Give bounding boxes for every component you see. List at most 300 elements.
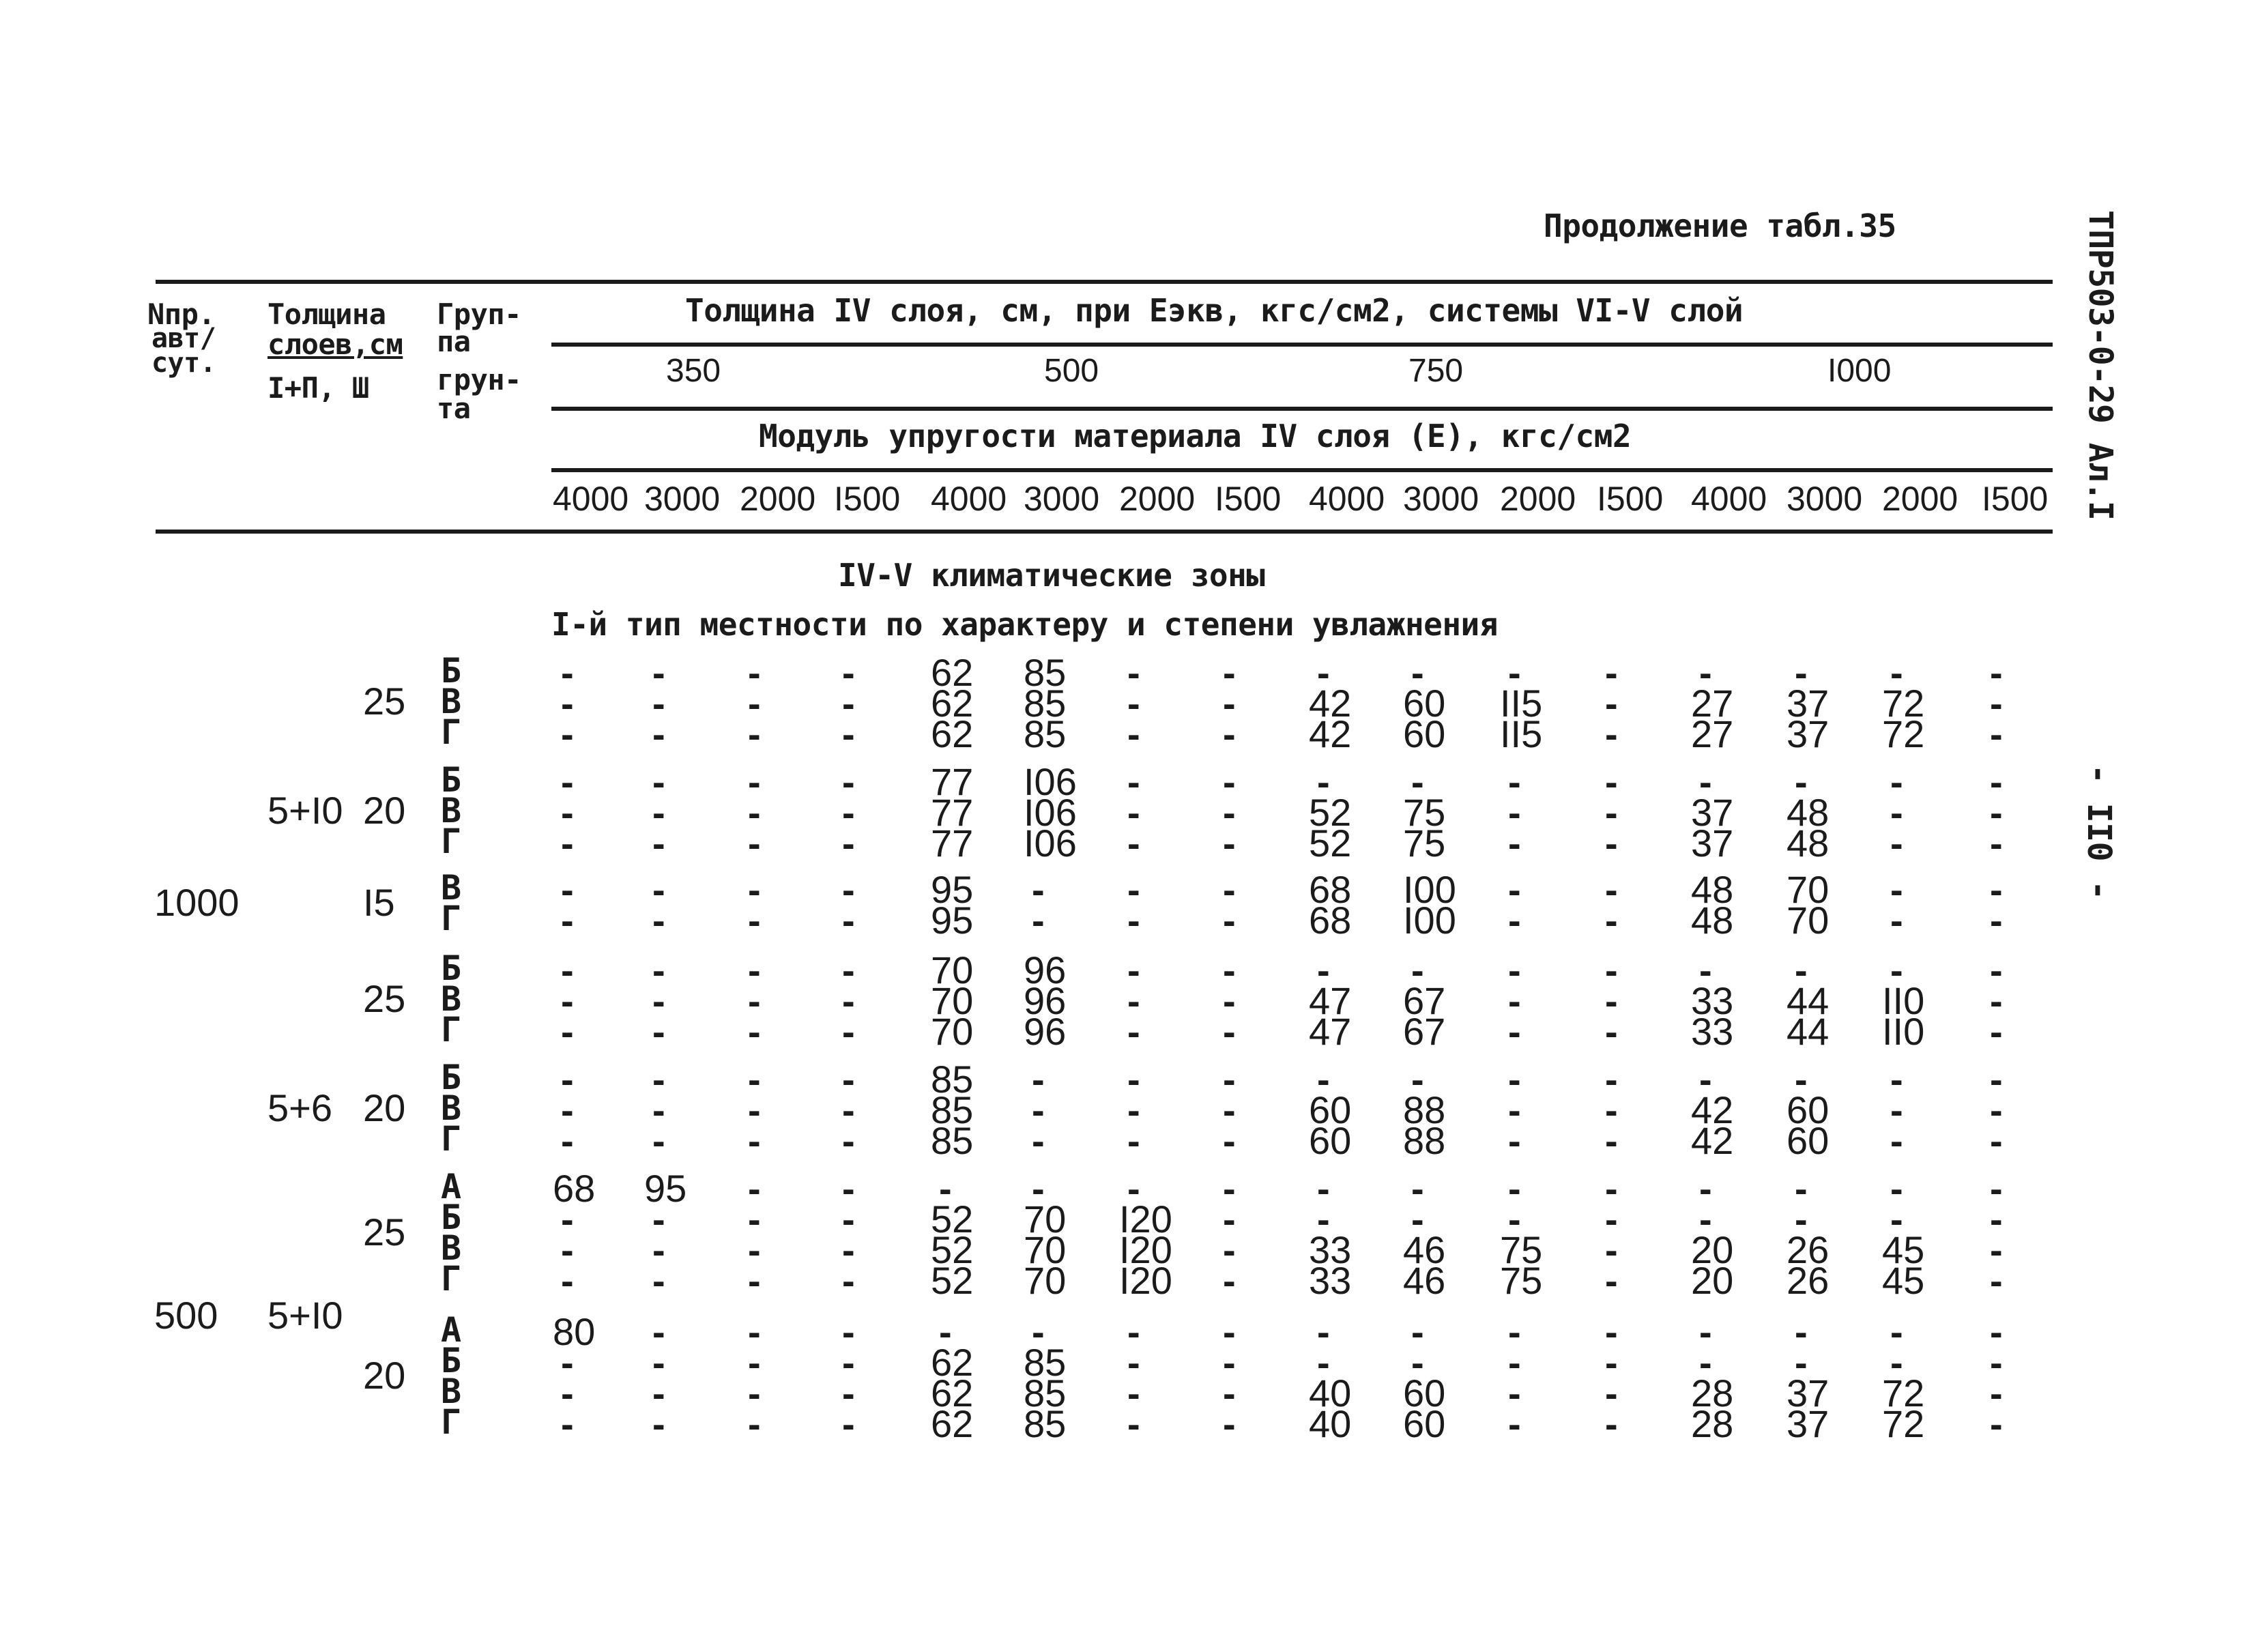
table-cell: - — [1890, 651, 1903, 694]
table-cell: 44 — [1787, 979, 1830, 1022]
table-cell: - — [561, 1010, 574, 1053]
table-cell: 67 — [1403, 979, 1446, 1022]
table-cell: - — [748, 1228, 761, 1271]
table-cell: 20 — [1691, 1228, 1734, 1271]
table-cell: - — [1508, 822, 1521, 865]
table-cell: 47 — [1309, 1010, 1352, 1053]
table-cell: - — [1127, 651, 1140, 694]
climatic-zone-title: IV-V климатические зоны — [838, 557, 1265, 594]
soil-group-cell: Б — [441, 760, 462, 800]
table-cell: - — [652, 682, 665, 725]
table-cell: - — [1223, 760, 1236, 803]
table-cell: - — [1508, 899, 1521, 942]
table-cell: 85 — [1024, 1372, 1067, 1415]
traffic-intensity-cell: 500 — [154, 1294, 218, 1337]
table-cell: - — [561, 791, 574, 834]
table-cell: - — [1795, 651, 1808, 694]
modulus-value: 3000 — [1787, 480, 1863, 518]
table-cell: 95 — [931, 868, 974, 911]
table-cell: - — [561, 1119, 574, 1162]
table-cell: 37 — [1691, 822, 1734, 865]
table-cell: 95 — [931, 899, 974, 942]
table-cell: - — [1699, 1310, 1712, 1353]
table-cell: - — [1990, 1119, 2003, 1162]
table-cell: - — [748, 760, 761, 803]
table-cell: - — [842, 1088, 855, 1131]
table-cell: - — [1317, 1310, 1330, 1353]
table-cell: - — [652, 948, 665, 991]
soil-group-cell: Б — [441, 1058, 462, 1097]
table-cell: - — [1990, 1198, 2003, 1241]
table-cell: - — [1605, 1119, 1618, 1162]
table-cell: - — [1223, 1010, 1236, 1053]
table-cell: 70 — [1024, 1198, 1067, 1241]
table-cell: - — [1317, 1341, 1330, 1384]
table-cell: - — [842, 1010, 855, 1053]
table-cell: 70 — [1787, 899, 1830, 942]
table-cell: I20 — [1119, 1228, 1172, 1271]
table-cell: - — [842, 1310, 855, 1353]
layers-thickness-cell: 5+6 — [267, 1086, 332, 1129]
table-cell: - — [652, 1198, 665, 1241]
table-cell: 20 — [1691, 1259, 1734, 1302]
table-cell: - — [1508, 1167, 1521, 1210]
table-cell: - — [842, 791, 855, 834]
table-cell: - — [652, 1310, 665, 1353]
table-cell: 72 — [1882, 1372, 1925, 1415]
table-cell: I06 — [1024, 822, 1077, 865]
terrain-type-title: I-й тип местности по характеру и степени увлажнения — [551, 606, 1498, 643]
table-cell: - — [1990, 1402, 2003, 1445]
table-cell: - — [1990, 1228, 2003, 1271]
table-cell: - — [1411, 1167, 1424, 1210]
table-cell: - — [1127, 948, 1140, 991]
modulus-value: I500 — [1982, 480, 2049, 518]
table-cell: 77 — [931, 760, 974, 803]
table-cell: 52 — [931, 1228, 974, 1271]
table-cell: - — [652, 1228, 665, 1271]
soil-group-cell: Г — [441, 712, 462, 752]
table-cell: - — [1508, 868, 1521, 911]
table-cell: - — [1890, 1341, 1903, 1384]
table-cell: II0 — [1882, 979, 1925, 1022]
table-cell: 45 — [1882, 1259, 1925, 1302]
soil-group-cell: Г — [441, 822, 462, 861]
table-cell: - — [1508, 1402, 1521, 1445]
table-cell: - — [1605, 1372, 1618, 1415]
modulus-value: 4000 — [1309, 480, 1385, 518]
table-cell: - — [1605, 899, 1618, 942]
table-cell: - — [561, 1228, 574, 1271]
table-cell: 27 — [1691, 682, 1734, 725]
ekv-value-500: 500 — [1044, 353, 1099, 389]
table-cell: I06 — [1024, 760, 1077, 803]
layers-thickness-cell: 5+I0 — [267, 788, 343, 832]
table-cell: - — [842, 1167, 855, 1210]
table-cell: - — [842, 760, 855, 803]
table-cell: - — [561, 1198, 574, 1241]
table-cell: - — [1990, 868, 2003, 911]
table-cell: - — [652, 868, 665, 911]
modulus-title-rule — [551, 407, 2053, 411]
table-cell: 52 — [931, 1198, 974, 1241]
table-cell: I06 — [1024, 791, 1077, 834]
table-cell: 88 — [1403, 1119, 1446, 1162]
table-cell: - — [1990, 1058, 2003, 1101]
table-cell: 70 — [1787, 868, 1830, 911]
table-cell: 68 — [1309, 868, 1352, 911]
table-cell: 85 — [931, 1058, 974, 1101]
table-cell: 85 — [1024, 1341, 1067, 1384]
table-cell: - — [748, 1259, 761, 1302]
table-cell: - — [842, 651, 855, 694]
table-cell: - — [1223, 682, 1236, 725]
table-cell: - — [748, 1198, 761, 1241]
table-cell: 33 — [1309, 1228, 1352, 1271]
table-cell: - — [1605, 1310, 1618, 1353]
table-cell: - — [1890, 791, 1903, 834]
table-cell: - — [1127, 1167, 1140, 1210]
table-cell: - — [1127, 1119, 1140, 1162]
table-cell: - — [1605, 948, 1618, 991]
table-cell: 60 — [1309, 1088, 1352, 1131]
table-cell: 46 — [1403, 1228, 1446, 1271]
table-cell: - — [1317, 651, 1330, 694]
table-cell: - — [1795, 1167, 1808, 1210]
soil-group-cell: А — [441, 1310, 462, 1350]
table-cell: - — [1032, 1119, 1045, 1162]
modulus-value: I500 — [1215, 480, 1282, 518]
table-head-bottom-rule — [156, 530, 2053, 534]
table-cell: - — [1890, 760, 1903, 803]
table-cell: 48 — [1787, 791, 1830, 834]
table-cell: I00 — [1403, 868, 1456, 911]
soil-group-cell: Г — [441, 1119, 462, 1159]
table-cell: - — [748, 682, 761, 725]
table-cell: 33 — [1691, 1010, 1734, 1053]
table-cell: 70 — [931, 1010, 974, 1053]
table-cell: - — [748, 791, 761, 834]
table-cell: - — [1223, 1259, 1236, 1302]
table-cell: - — [561, 1259, 574, 1302]
table-cell: - — [842, 1228, 855, 1271]
table-cell: 52 — [931, 1259, 974, 1302]
table-cell: 85 — [931, 1088, 974, 1131]
table-cell: - — [1032, 1088, 1045, 1131]
table-cell: - — [1990, 1088, 2003, 1131]
table-cell: 42 — [1691, 1088, 1734, 1131]
table-cell: - — [842, 1058, 855, 1101]
table-cell: - — [1699, 1198, 1712, 1241]
table-cell: - — [1605, 822, 1618, 865]
table-cell: - — [1411, 760, 1424, 803]
table-cell: 62 — [931, 651, 974, 694]
table-cell: 62 — [931, 712, 974, 755]
table-cell: - — [652, 1119, 665, 1162]
table-cell: - — [1605, 1010, 1618, 1053]
table-cell: 52 — [1309, 791, 1352, 834]
table-cell: - — [1990, 899, 2003, 942]
table-cell: - — [1990, 1341, 2003, 1384]
table-cell: - — [1605, 1058, 1618, 1101]
table-cell: - — [842, 979, 855, 1022]
table-cell: - — [1223, 1310, 1236, 1353]
table-cell: 42 — [1309, 712, 1352, 755]
table-cell: - — [561, 1058, 574, 1101]
table-cell: - — [1890, 1088, 1903, 1131]
table-cell: 72 — [1882, 712, 1925, 755]
table-cell: - — [748, 1372, 761, 1415]
table-cell: - — [1990, 822, 2003, 865]
table-cell: - — [1990, 651, 2003, 694]
table-cell: 80 — [553, 1310, 596, 1353]
table-cell: - — [1605, 760, 1618, 803]
table-cell: 60 — [1309, 1119, 1352, 1162]
table-cell: - — [1508, 1341, 1521, 1384]
table-cell: - — [652, 1058, 665, 1101]
layer-iii-thickness-cell: 25 — [363, 976, 406, 1020]
table-cell: - — [748, 868, 761, 911]
table-cell: 28 — [1691, 1402, 1734, 1445]
table-cell: 27 — [1691, 712, 1734, 755]
table-cell: - — [561, 822, 574, 865]
table-cell: - — [748, 1402, 761, 1445]
table-cell: 85 — [1024, 1402, 1067, 1445]
table-cell: - — [1699, 1058, 1712, 1101]
table-cell: 28 — [1691, 1372, 1734, 1415]
table-cell: - — [1990, 1372, 2003, 1415]
soil-group-cell: Г — [441, 1010, 462, 1049]
table-cell: - — [1127, 712, 1140, 755]
table-cell: - — [561, 1088, 574, 1131]
modulus-value: I500 — [834, 480, 901, 518]
table-cell: - — [1990, 682, 2003, 725]
header-modulus-title: Модуль упругости материала IV слоя (Е), кгс/см2 — [759, 418, 1632, 454]
table-cell: - — [1795, 1341, 1808, 1384]
table-cell: - — [1508, 651, 1521, 694]
soil-group-cell: В — [441, 868, 462, 908]
table-cell: 75 — [1403, 822, 1446, 865]
table-cell: - — [1127, 1402, 1140, 1445]
table-cell: - — [1127, 1010, 1140, 1053]
table-cell: 95 — [644, 1167, 687, 1210]
table-cell: - — [1317, 760, 1330, 803]
table-cell: - — [748, 1119, 761, 1162]
table-cell: - — [1223, 791, 1236, 834]
modulus-value: 3000 — [1403, 480, 1479, 518]
soil-group-cell: Г — [441, 1402, 462, 1442]
table-cell: - — [1127, 1088, 1140, 1131]
table-cell: - — [1127, 868, 1140, 911]
table-cell: 62 — [931, 1372, 974, 1415]
table-cell: - — [1508, 760, 1521, 803]
table-cell: - — [1411, 1341, 1424, 1384]
table-cell: - — [1223, 1341, 1236, 1384]
table-cell: - — [1127, 1341, 1140, 1384]
table-cell: 70 — [1024, 1259, 1067, 1302]
soil-group-cell: Б — [441, 1341, 462, 1380]
soil-group-cell: Г — [441, 1259, 462, 1299]
table-cell: - — [652, 1088, 665, 1131]
table-cell: 26 — [1787, 1228, 1830, 1271]
table-cell: - — [1411, 1310, 1424, 1353]
table-cell: 45 — [1882, 1228, 1925, 1271]
table-cell: - — [748, 712, 761, 755]
table-cell: - — [842, 948, 855, 991]
table-cell: 72 — [1882, 1402, 1925, 1445]
table-cell: - — [1223, 948, 1236, 991]
table-cell: - — [1605, 1167, 1618, 1210]
soil-group-cell: В — [441, 791, 462, 830]
table-cell: - — [561, 760, 574, 803]
table-cell: - — [1990, 760, 2003, 803]
table-cell: - — [1605, 651, 1618, 694]
table-cell: - — [1127, 760, 1140, 803]
table-cell: - — [748, 1167, 761, 1210]
table-cell: - — [561, 682, 574, 725]
table-cell: - — [1223, 899, 1236, 942]
table-cell: 68 — [553, 1167, 596, 1210]
table-cell: II5 — [1500, 682, 1543, 725]
page-number: - II0 - — [2080, 764, 2118, 900]
layers-thickness-cell: 5+I0 — [267, 1294, 343, 1337]
table-cell: - — [748, 979, 761, 1022]
table-cell: - — [748, 899, 761, 942]
table-cell: - — [1605, 1228, 1618, 1271]
table-cell: - — [1508, 1198, 1521, 1241]
table-cell: - — [1223, 979, 1236, 1022]
table-cell: - — [1127, 682, 1140, 725]
table-cell: - — [1890, 1310, 1903, 1353]
traffic-intensity-cell: 1000 — [154, 881, 240, 924]
table-cell: 96 — [1024, 948, 1067, 991]
table-continuation-title: Продолжение табл.35 — [1544, 207, 1896, 244]
table-cell: - — [561, 712, 574, 755]
table-cell: - — [561, 1341, 574, 1384]
table-cell: - — [1127, 1058, 1140, 1101]
table-cell: 60 — [1403, 682, 1446, 725]
ekv-value-350: 350 — [666, 353, 721, 389]
soil-group-cell: В — [441, 1372, 462, 1411]
table-cell: 48 — [1691, 868, 1734, 911]
soil-group-cell: А — [441, 1167, 462, 1206]
table-cell: 62 — [931, 1341, 974, 1384]
table-cell: 85 — [1024, 712, 1067, 755]
ekv-value-1000: I000 — [1827, 353, 1892, 389]
table-cell: 47 — [1309, 979, 1352, 1022]
table-cell: - — [1605, 712, 1618, 755]
table-cell: 75 — [1500, 1228, 1543, 1271]
document-code: ТПР503-0-29 Ал.I — [2081, 210, 2120, 521]
table-cell: 37 — [1787, 1372, 1830, 1415]
table-cell: - — [1508, 1058, 1521, 1101]
layer-iii-thickness-cell: 20 — [363, 1086, 406, 1129]
table-cell: - — [1990, 791, 2003, 834]
table-cell: - — [1605, 1402, 1618, 1445]
table-cell: - — [1223, 822, 1236, 865]
table-cell: - — [1699, 1167, 1712, 1210]
table-cell: - — [1605, 1198, 1618, 1241]
table-cell: 62 — [931, 1402, 974, 1445]
table-cell: 46 — [1403, 1259, 1446, 1302]
table-cell: 37 — [1787, 712, 1830, 755]
soil-group-cell: В — [441, 682, 462, 721]
table-cell: - — [939, 1310, 952, 1353]
table-cell: - — [1508, 1010, 1521, 1053]
table-cell: 75 — [1403, 791, 1446, 834]
table-cell: 85 — [1024, 651, 1067, 694]
table-cell: - — [842, 1119, 855, 1162]
table-cell: - — [1605, 682, 1618, 725]
table-cell: - — [748, 948, 761, 991]
table-cell: 85 — [1024, 682, 1067, 725]
table-cell: 60 — [1787, 1088, 1830, 1131]
table-cell: - — [561, 899, 574, 942]
table-cell: - — [1990, 1010, 2003, 1053]
table-cell: - — [1127, 791, 1140, 834]
table-cell: - — [1127, 979, 1140, 1022]
table-cell: - — [842, 899, 855, 942]
table-cell: - — [1699, 948, 1712, 991]
table-cell: - — [842, 712, 855, 755]
table-cell: - — [1605, 1259, 1618, 1302]
table-cell: - — [1890, 1058, 1903, 1101]
table-cell: - — [1890, 948, 1903, 991]
table-cell: 72 — [1882, 682, 1925, 725]
soil-group-cell: Г — [441, 899, 462, 938]
table-cell: - — [842, 822, 855, 865]
table-cell: - — [1605, 1341, 1618, 1384]
layer-iii-thickness-cell: 20 — [363, 1354, 406, 1397]
table-cell: - — [652, 1341, 665, 1384]
table-cell: - — [1223, 1088, 1236, 1131]
table-cell: - — [1127, 899, 1140, 942]
table-cell: - — [1127, 1310, 1140, 1353]
table-cell: - — [1317, 1058, 1330, 1101]
table-cell: 26 — [1787, 1259, 1830, 1302]
modulus-value: 2000 — [1500, 480, 1576, 518]
table-cell: - — [561, 651, 574, 694]
table-cell: - — [1605, 979, 1618, 1022]
modulus-value: 2000 — [1882, 480, 1958, 518]
table-cell: - — [842, 1372, 855, 1415]
modulus-value: 4000 — [1691, 480, 1767, 518]
table-cell: I20 — [1119, 1259, 1172, 1302]
table-top-rule — [156, 280, 2053, 284]
table-cell: - — [1990, 1259, 2003, 1302]
table-cell: - — [652, 979, 665, 1022]
table-cell: - — [652, 1010, 665, 1053]
table-cell: - — [1223, 1372, 1236, 1415]
soil-group-cell: Б — [441, 651, 462, 691]
table-cell: - — [1032, 899, 1045, 942]
table-cell: 96 — [1024, 1010, 1067, 1053]
table-cell: - — [1990, 712, 2003, 755]
table-cell: 77 — [931, 791, 974, 834]
table-cell: - — [1699, 1341, 1712, 1384]
table-cell: 62 — [931, 682, 974, 725]
table-cell: II0 — [1882, 1010, 1925, 1053]
table-cell: - — [652, 651, 665, 694]
soil-group-cell: Б — [441, 948, 462, 988]
table-cell: 52 — [1309, 822, 1352, 865]
table-cell: - — [1890, 868, 1903, 911]
table-cell: - — [652, 899, 665, 942]
modulus-value: 3000 — [644, 480, 721, 518]
table-cell: - — [1990, 979, 2003, 1022]
table-cell: - — [561, 1372, 574, 1415]
table-cell: - — [652, 712, 665, 755]
